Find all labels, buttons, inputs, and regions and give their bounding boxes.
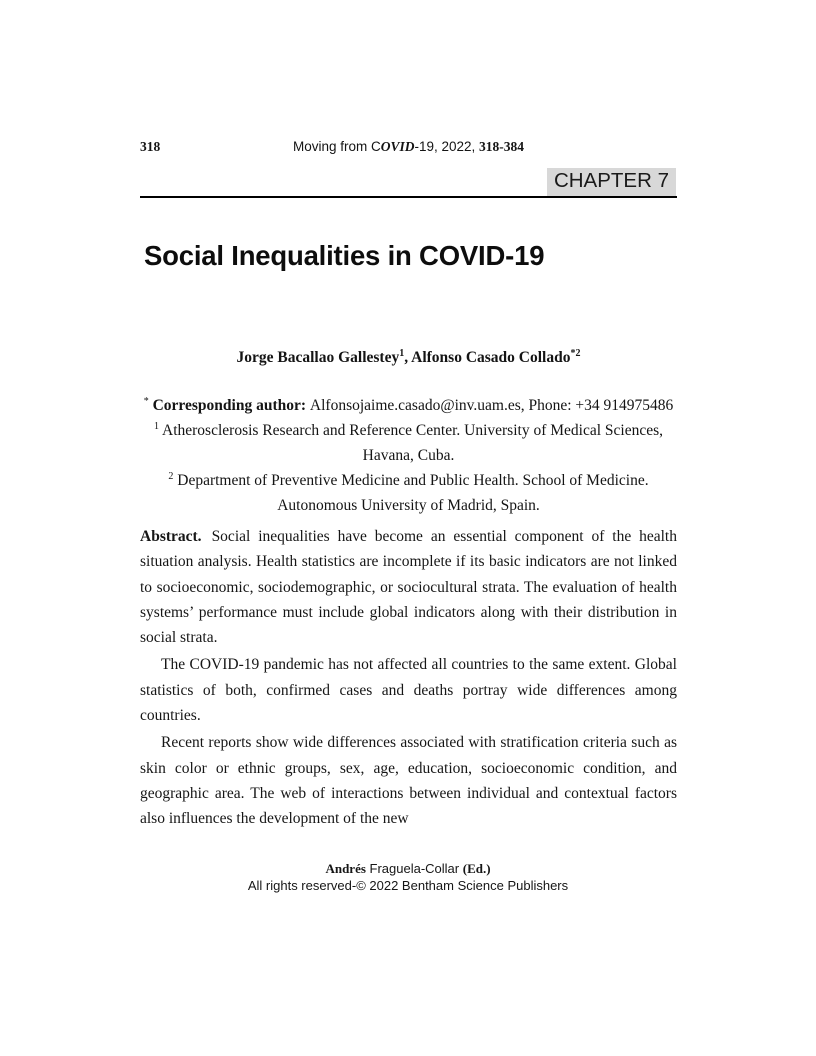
corresponding-author-line	[140, 393, 677, 418]
affiliation-3-text: Autonomous University of Madrid, Spain.	[277, 497, 540, 514]
affiliations-block	[140, 393, 677, 518]
rights-line: All rights reserved-© 2022 Bentham Science Publishers	[247, 877, 569, 893]
page-number: 318	[140, 139, 161, 154]
journal-citation-prefix: Moving from C	[292, 139, 381, 154]
author-2-superscript: *2	[570, 347, 581, 359]
header-rule	[140, 196, 677, 198]
chapter-label: CHAPTER 7	[547, 168, 676, 196]
editor-name-regular: Fraguela-Collar	[365, 861, 463, 876]
author-line	[140, 349, 677, 367]
affiliation-2	[140, 468, 677, 493]
journal-citation-pages: 318-384	[479, 139, 525, 154]
affiliation-1-text: Atherosclerosis Research and Reference Center. University of Medical Sciences, Havana, Cuba.	[159, 422, 663, 464]
affiliation-2-text: Department of Preventive Medicine and Public Health. School of Medicine.	[173, 472, 649, 489]
author-1-superscript: 1	[399, 347, 405, 359]
editor-suffix-bold: (Ed.)	[462, 861, 491, 876]
abstract-paragraph	[140, 524, 677, 650]
author-separator: ,	[404, 349, 412, 366]
body-text	[140, 524, 677, 832]
body-paragraph-2: Recent reports show wide differences associated with stratification criteria such as skin color or ethnic groups, sex, age, education, socioeconomic condition, and geographic area. The web of interactions between individual and contextual factors also influences the development of the new	[140, 734, 677, 828]
abstract-label: Abstract.	[140, 528, 202, 545]
abstract-text: Social inequalities have become an essential component of the health situation analysis. Health statistics are incomplete if its basic indicators are not linked to socioeconomic, sociodemographic, or sociocultural strata. The evaluation of health systems’ performance must include global indicators along with their distribution in social strata.	[140, 528, 677, 647]
journal-citation-suffix: -19, 2022,	[414, 139, 480, 154]
chapter-title: Social Inequalities in COVID-19	[144, 240, 545, 271]
affiliation-3	[140, 493, 677, 518]
author-2: Alfonso Casado Collado	[411, 349, 571, 366]
author-1: Jorge Bacallao Gallestey	[236, 349, 400, 366]
page-footer	[0, 861, 816, 894]
affiliation-2-superscript: 2	[168, 470, 174, 482]
corresponding-asterisk: *	[143, 395, 149, 407]
corresponding-contact: Alfonsojaime.casado@inv.uam.es, Phone: +34 914975486	[309, 397, 674, 414]
journal-citation	[140, 139, 677, 155]
affiliation-1	[140, 418, 677, 468]
journal-citation-italic: OVID	[380, 139, 415, 154]
affiliation-1-superscript: 1	[154, 420, 159, 432]
body-paragraph-1: The COVID-19 pandemic has not affected all countries to the same extent. Global statistics of both, confirmed cases and deaths portray wide differences among countries.	[140, 656, 677, 725]
corresponding-label: Corresponding author:	[148, 397, 310, 414]
editor-name-bold: Andrés	[325, 861, 366, 876]
editor-line	[0, 861, 816, 878]
running-head	[140, 139, 677, 157]
